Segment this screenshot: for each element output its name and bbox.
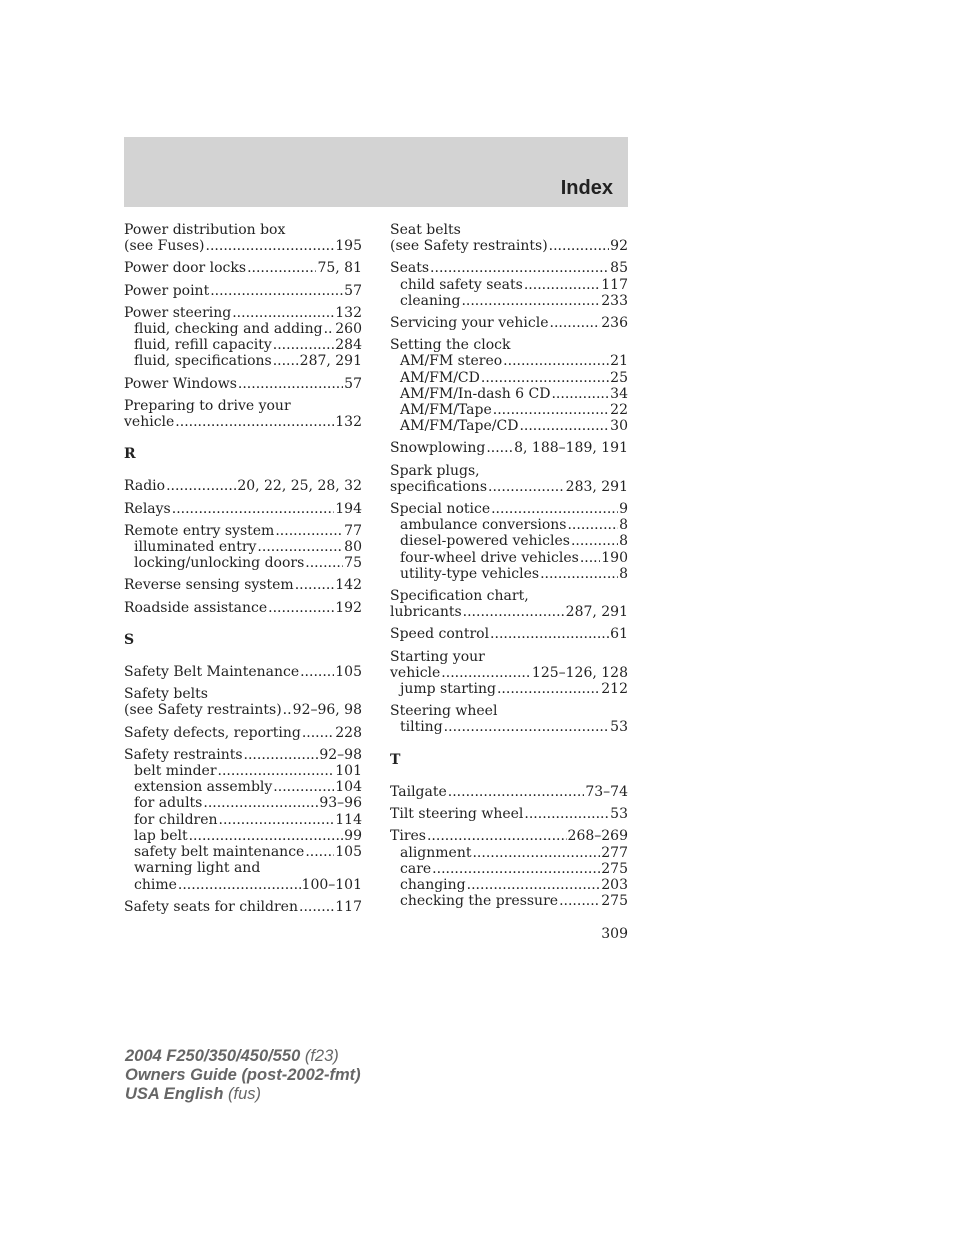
index-entry-line <box>390 440 628 456</box>
page-reference: 92–96, 98 <box>292 702 362 719</box>
index-subentry-line <box>390 533 628 549</box>
dot-leader <box>232 305 334 321</box>
page-reference: 53 <box>610 806 628 823</box>
dot-leader <box>461 293 600 309</box>
index-entry <box>390 626 628 642</box>
dot-leader <box>427 828 567 844</box>
footer-line-3 <box>125 1085 361 1104</box>
dot-leader <box>490 626 609 642</box>
entry-term: Setting the clock <box>390 337 511 354</box>
entry-term: for children <box>134 811 218 828</box>
page-reference: 203 <box>601 876 628 893</box>
index-subentry-line <box>390 861 628 877</box>
page-reference: 142 <box>335 577 362 594</box>
index-subentry-line <box>124 555 362 571</box>
dot-leader <box>302 725 334 741</box>
index-entry <box>124 398 362 430</box>
index-subentry-line <box>124 321 362 337</box>
entry-term: jump starting <box>400 681 496 698</box>
entry-term: Power steering <box>124 304 232 321</box>
page-reference: 21 <box>610 353 628 370</box>
index-entry <box>124 222 362 254</box>
dot-leader <box>206 238 335 254</box>
dot-leader <box>273 779 334 795</box>
index-entry <box>124 283 362 299</box>
page-reference: 195 <box>335 238 362 255</box>
page-reference: 105 <box>335 844 362 861</box>
page-number: 309 <box>601 926 628 942</box>
page-reference: 34 <box>610 385 628 402</box>
page-reference: 275 <box>601 860 628 877</box>
index-subentry-line <box>124 828 362 844</box>
entry-term: Safety restraints <box>124 746 243 763</box>
entry-term: extension assembly <box>134 779 273 796</box>
dot-leader <box>189 828 344 844</box>
index-entry-line <box>124 398 362 414</box>
dot-leader <box>559 893 600 909</box>
dot-leader <box>299 899 334 915</box>
dot-leader <box>283 702 292 718</box>
page-reference: 268–269 <box>567 828 628 845</box>
index-subentry-line <box>124 795 362 811</box>
index-entry-line <box>124 664 362 680</box>
dot-leader <box>519 418 609 434</box>
dot-leader <box>493 402 609 418</box>
index-entry-line <box>390 588 628 604</box>
dot-leader <box>275 523 343 539</box>
entry-term: Tilt steering wheel <box>390 806 524 823</box>
page-reference: 8 <box>619 517 628 534</box>
page-reference: 8, 188–189, 191 <box>514 440 628 457</box>
index-entry <box>124 899 362 915</box>
index-subentry-line <box>390 893 628 909</box>
index-subentry-line <box>124 337 362 353</box>
page-reference: 287, 291 <box>565 604 628 621</box>
index-subentry-line <box>390 293 628 309</box>
index-entry-line <box>390 784 628 800</box>
page-reference: 117 <box>601 276 628 293</box>
entry-term: illuminated entry <box>134 539 257 556</box>
footer-language-code: (fus) <box>228 1085 261 1103</box>
page-reference: 125–126, 128 <box>531 664 628 681</box>
entry-term: chime <box>134 876 177 893</box>
index-entry-line <box>124 686 362 702</box>
index-subentry-line <box>124 812 362 828</box>
entry-term: four-wheel drive vehicles <box>400 549 579 566</box>
footer <box>125 1047 361 1104</box>
page-reference: 101 <box>335 763 362 780</box>
entry-term: Seat belts <box>390 222 461 238</box>
index-subentry-line <box>124 539 362 555</box>
dot-leader <box>324 321 335 337</box>
entry-term: Remote entry system <box>124 522 275 539</box>
page-title: Index <box>560 177 613 199</box>
index-entry <box>390 260 628 309</box>
entry-term: fluid, refill capacity <box>134 337 272 354</box>
page-reference: 22 <box>610 402 628 419</box>
dot-leader <box>218 763 335 779</box>
entry-term: lap belt <box>134 827 188 844</box>
section-letter: T <box>390 751 401 768</box>
dot-leader <box>491 501 618 517</box>
index-subentry-line <box>124 844 362 860</box>
dot-leader <box>430 260 609 276</box>
index-subentry-line <box>390 277 628 293</box>
page-reference: 92–98 <box>319 746 362 763</box>
page-reference: 77 <box>344 522 362 539</box>
page-reference: 117 <box>335 898 362 915</box>
entry-term: (see Safety restraints) <box>390 238 548 255</box>
dot-leader <box>238 376 343 392</box>
index-entry-line <box>390 501 628 517</box>
page-reference: 92 <box>610 238 628 255</box>
entry-term: child safety seats <box>400 276 523 293</box>
index-entry <box>390 649 628 698</box>
section-letter: S <box>124 631 135 648</box>
index-entry-line <box>124 414 362 430</box>
index-column-left <box>124 222 362 915</box>
entry-term: safety belt maintenance <box>134 844 305 861</box>
entry-term: cleaning <box>400 292 461 309</box>
page-reference: 114 <box>335 811 362 828</box>
index-entry <box>390 501 628 582</box>
index-entry-line <box>124 725 362 741</box>
dot-leader <box>540 566 618 582</box>
index-entry-line <box>390 604 628 620</box>
dot-leader <box>172 501 335 517</box>
dot-leader <box>524 806 609 822</box>
index-entry-line <box>124 222 362 238</box>
index-entry-line <box>390 479 628 495</box>
dot-leader <box>463 604 565 620</box>
index-entry-line <box>390 337 628 353</box>
footer-model-code: (f23) <box>304 1047 339 1065</box>
page-reference: 100–101 <box>301 876 362 893</box>
entry-term: Reverse sensing system <box>124 577 294 594</box>
index-entry <box>390 703 628 735</box>
dot-leader <box>497 681 600 697</box>
page-reference: 287, 291 <box>299 353 362 370</box>
dot-leader <box>467 877 601 893</box>
dot-leader <box>305 555 343 571</box>
entry-term: Tires <box>390 828 426 845</box>
entry-term: utility-type vehicles <box>400 565 540 582</box>
page-reference: 260 <box>335 321 362 338</box>
entry-term: Steering wheel <box>390 703 498 720</box>
entry-term: vehicle <box>124 414 175 431</box>
entry-term: changing <box>400 876 466 893</box>
page-reference: 53 <box>610 719 628 736</box>
dot-leader <box>273 353 299 369</box>
header-band <box>124 137 628 207</box>
index-subentry-line <box>390 877 628 893</box>
dot-leader <box>486 440 513 456</box>
dot-leader <box>524 277 600 293</box>
index-subentry-line <box>390 550 628 566</box>
entry-term: AM/FM stereo <box>400 353 503 370</box>
index-entry-line <box>124 260 362 276</box>
index-subentry-line <box>124 353 362 369</box>
index-entry-line <box>124 283 362 299</box>
entry-term: diesel-powered vehicles <box>400 533 570 550</box>
page-reference: 75 <box>344 555 362 572</box>
entry-term: Safety belts <box>124 686 208 703</box>
dot-leader <box>178 877 301 893</box>
page-reference: 85 <box>610 260 628 277</box>
dot-leader <box>175 414 334 430</box>
page-reference: 192 <box>335 599 362 616</box>
entry-term: belt minder <box>134 763 217 780</box>
index-entry <box>124 664 362 680</box>
entry-term: locking/unlocking doors <box>134 555 305 572</box>
index-entry <box>390 828 628 909</box>
dot-leader <box>432 861 600 877</box>
page-reference: 104 <box>335 779 362 796</box>
dot-leader <box>580 550 600 566</box>
page-reference: 93–96 <box>319 795 362 812</box>
index-entry <box>390 588 628 620</box>
entry-term: Tailgate <box>390 783 447 800</box>
index-entry <box>390 806 628 822</box>
index-entry-line <box>124 305 362 321</box>
dot-leader <box>551 386 609 402</box>
entry-term: Power door locks <box>124 260 247 277</box>
dot-leader <box>305 844 334 860</box>
entry-term: Starting your <box>390 648 485 665</box>
dot-leader <box>567 517 618 533</box>
dot-leader <box>295 577 335 593</box>
entry-term: Relays <box>124 500 171 517</box>
index-entry-line <box>390 626 628 642</box>
footer-line-1 <box>125 1047 361 1066</box>
index-entry-line <box>390 260 628 276</box>
index-subentry-line <box>390 386 628 402</box>
index-entry <box>390 315 628 331</box>
index-entry <box>390 784 628 800</box>
index-entry-line <box>390 703 628 719</box>
dot-leader <box>472 845 600 861</box>
entry-term: specifications <box>390 478 488 495</box>
page-reference: 25 <box>610 369 628 386</box>
dot-leader <box>244 747 319 763</box>
dot-leader <box>257 539 343 555</box>
index-subentry-line <box>124 860 362 876</box>
page-reference: 132 <box>335 304 362 321</box>
index-entry-line <box>390 463 628 479</box>
index-subentry-line <box>390 370 628 386</box>
index-entry <box>124 501 362 517</box>
index-subentry-line <box>124 877 362 893</box>
entry-term: (see Safety restraints) <box>124 702 282 719</box>
dot-leader <box>166 478 236 494</box>
page-reference: 61 <box>610 626 628 643</box>
dot-leader <box>219 812 335 828</box>
index-entry <box>390 337 628 434</box>
page-reference: 236 <box>601 315 628 332</box>
entry-term: vehicle <box>390 664 441 681</box>
dot-leader <box>300 664 334 680</box>
dot-leader <box>210 283 343 299</box>
index-entry-line <box>124 899 362 915</box>
entry-term: AM/FM/Tape/CD <box>400 418 519 435</box>
index-entry-line <box>124 747 362 763</box>
dot-leader <box>203 795 318 811</box>
page-reference: 20, 22, 25, 28, 32 <box>237 478 362 495</box>
index-entry <box>124 478 362 494</box>
entry-term: AM/FM/In-dash 6 CD <box>400 385 551 402</box>
index-entry-line <box>124 702 362 718</box>
page-reference: 275 <box>601 893 628 910</box>
index-entry-line <box>124 238 362 254</box>
entry-term: (see Fuses) <box>124 238 205 255</box>
entry-term: Seats <box>390 260 430 277</box>
index-entry-line <box>124 577 362 593</box>
entry-term: Power distribution box <box>124 222 286 238</box>
page-reference: 99 <box>344 827 362 844</box>
index-entry-line <box>390 238 628 254</box>
dot-leader <box>441 665 531 681</box>
index-entry <box>124 686 362 718</box>
page-reference: 228 <box>335 724 362 741</box>
footer-model: 2004 F250/350/450/550 <box>125 1047 301 1065</box>
index-entry-line <box>124 600 362 616</box>
index-entry-line <box>124 523 362 539</box>
entry-term: fluid, checking and adding <box>134 321 323 338</box>
entry-term: AM/FM/CD <box>400 369 480 386</box>
section-letter: R <box>124 446 136 463</box>
page-reference: 283, 291 <box>565 478 628 495</box>
index-entry-line <box>390 806 628 822</box>
entry-term: for adults <box>134 795 203 812</box>
entry-term: checking the pressure <box>400 893 559 910</box>
index-entry <box>390 440 628 456</box>
dot-leader <box>549 238 610 254</box>
dot-leader <box>481 370 609 386</box>
dot-leader <box>444 719 610 735</box>
entry-term: Snowplowing <box>390 440 486 457</box>
index-subentry-line <box>390 681 628 697</box>
entry-term: fluid, specifications <box>134 353 272 370</box>
page-reference: 284 <box>335 337 362 354</box>
entry-term: lubricants <box>390 604 462 621</box>
entry-term: Specification chart, <box>390 588 529 605</box>
page-reference: 30 <box>610 418 628 435</box>
entry-term: Safety defects, reporting <box>124 724 301 741</box>
entry-term: alignment <box>400 844 472 861</box>
index-entry-line <box>390 315 628 331</box>
index-entry-line <box>124 501 362 517</box>
page-reference: 212 <box>601 681 628 698</box>
index-subentry-line <box>390 353 628 369</box>
entry-term: Safety Belt Maintenance <box>124 664 300 681</box>
index-entry-line <box>390 222 628 238</box>
index-entry <box>124 577 362 593</box>
index-entry-line <box>390 665 628 681</box>
index-entry <box>124 725 362 741</box>
index-entry-line <box>390 649 628 665</box>
index-subentry-line <box>390 566 628 582</box>
dot-leader <box>273 337 335 353</box>
entry-term: warning light and <box>134 860 261 877</box>
entry-term: Special notice <box>390 501 491 518</box>
index-entry-line <box>390 828 628 844</box>
index-subentry-line <box>390 517 628 533</box>
index-subentry-line <box>124 779 362 795</box>
entry-term: ambulance conversions <box>400 517 567 534</box>
dot-leader <box>488 479 565 495</box>
index-entry <box>124 600 362 616</box>
footer-guide: Owners Guide (post-2002-fmt) <box>125 1066 361 1084</box>
page-reference: 57 <box>344 375 362 392</box>
page-reference: 75, 81 <box>317 260 362 277</box>
entry-term: Spark plugs, <box>390 462 480 479</box>
index-entry <box>124 376 362 392</box>
entry-term: Radio <box>124 478 166 495</box>
index-entry <box>124 260 362 276</box>
index-subentry-line <box>390 719 628 735</box>
entry-term: tilting <box>400 719 443 736</box>
page-reference: 8 <box>619 565 628 582</box>
entry-term: Servicing your vehicle <box>390 315 549 332</box>
page-reference: 73–74 <box>585 783 628 800</box>
entry-term: care <box>400 860 432 877</box>
page-reference: 8 <box>619 533 628 550</box>
page-reference: 277 <box>601 844 628 861</box>
dot-leader <box>448 784 585 800</box>
page-reference: 9 <box>619 501 628 518</box>
index-entry-line <box>124 478 362 494</box>
page-reference: 190 <box>601 549 628 566</box>
page-reference: 194 <box>335 500 362 517</box>
entry-term: Speed control <box>390 626 490 643</box>
dot-leader <box>268 600 334 616</box>
index-entry <box>124 305 362 370</box>
entry-term: Roadside assistance <box>124 599 268 616</box>
index-subentry-line <box>390 418 628 434</box>
index-entry <box>390 222 628 254</box>
footer-language: USA English <box>125 1085 224 1103</box>
dot-leader <box>571 533 618 549</box>
index-column-right <box>390 222 628 909</box>
index-entry <box>124 747 362 893</box>
entry-term: Safety seats for children <box>124 898 298 915</box>
page-reference: 80 <box>344 539 362 556</box>
index-entry <box>390 463 628 495</box>
index-entry <box>124 523 362 572</box>
index-subentry-line <box>124 763 362 779</box>
index-subentry-line <box>390 402 628 418</box>
dot-leader <box>247 260 316 276</box>
dot-leader <box>550 315 601 331</box>
entry-term: Preparing to drive your <box>124 397 291 414</box>
page-reference: 132 <box>335 414 362 431</box>
index-subentry-line <box>390 845 628 861</box>
page-reference: 233 <box>601 292 628 309</box>
entry-term: AM/FM/Tape <box>400 402 492 419</box>
index-entry-line <box>124 376 362 392</box>
page-reference: 105 <box>335 664 362 681</box>
entry-term: Power point <box>124 282 210 299</box>
page-reference: 57 <box>344 282 362 299</box>
dot-leader <box>503 353 609 369</box>
entry-term: Power Windows <box>124 375 237 392</box>
footer-line-2 <box>125 1066 361 1085</box>
